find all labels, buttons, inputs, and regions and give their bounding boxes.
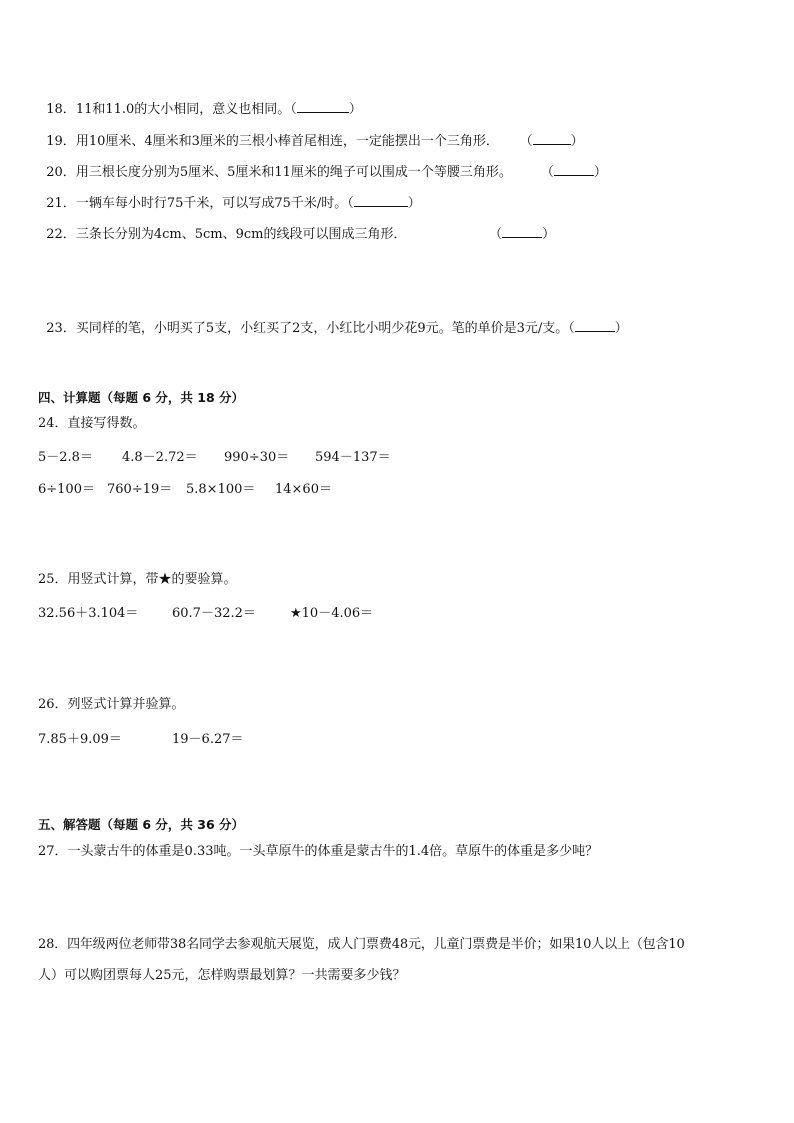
question-19: 19．用10厘米、4厘米和3厘米的三根小棒首尾相连，一定能摆出一个三角形． （ ） [46, 134, 584, 149]
question-text: 买同样的笔，小明买了5支，小红买了2支，小红比小明少花9元。笔的单价是3元/支。（ [75, 321, 575, 336]
calc-item: 5.8×100＝ [186, 482, 256, 497]
question-text: 用10厘米、4厘米和3厘米的三根小棒首尾相连，一定能摆出一个三角形． [75, 134, 499, 149]
question-21: 21．一辆车每小时行75千米，可以写成75千米/时。（ ） [46, 196, 421, 211]
question-number: 19． [46, 134, 76, 149]
calc-item: 990÷30＝ [224, 450, 290, 465]
calc-item: ★10－4.06＝ [290, 606, 374, 621]
calc-item: 760÷19＝ [107, 482, 173, 497]
question-text: 用三根长度分别为5厘米、5厘米和11厘米的绳子可以围成一个等腰三角形。 [75, 165, 512, 180]
answer-blank[interactable] [502, 225, 542, 238]
question-25-label: 25．用竖式计算，带★的要验算。 [38, 572, 237, 587]
question-number: 23． [46, 321, 76, 336]
question-20: 20．用三根长度分别为5厘米、5厘米和11厘米的绳子可以围成一个等腰三角形。 （ ） [46, 165, 607, 180]
answer-blank[interactable] [533, 132, 571, 145]
calc-item: 14×60＝ [275, 482, 332, 497]
section-5-title: 五、解答题（每题 6 分，共 36 分） [38, 817, 245, 832]
question-26-label: 26．列竖式计算并验算。 [38, 697, 185, 712]
answer-blank[interactable] [575, 319, 615, 332]
question-number: 22． [46, 227, 76, 242]
calc-item: 6÷100＝ [38, 482, 95, 497]
answer-blank[interactable] [554, 163, 594, 176]
question-24-label: 24．直接写得数。 [38, 416, 146, 431]
calc-item: 5－2.8＝ [38, 450, 93, 465]
section-4-title: 四、计算题（每题 6 分，共 18 分） [38, 390, 245, 405]
question-text: 11和11.0的大小相同，意义也相同。（ [75, 102, 297, 117]
question-18: 18．11和11.0的大小相同，意义也相同。（ ） [46, 102, 362, 117]
question-number: 20． [46, 165, 76, 180]
question-number: 18． [46, 102, 76, 117]
question-text: 三条长分别为4cm、5cm、9cm的线段可以围成三角形． [75, 227, 407, 242]
calc-item: 594－137＝ [315, 450, 391, 465]
answer-blank[interactable] [297, 100, 349, 113]
answer-blank[interactable] [354, 194, 408, 207]
question-27: 27．一头蒙古牛的体重是0.33吨。一头草原牛的体重是蒙古牛的1.4倍。草原牛的体重是多少吨？ [38, 844, 599, 859]
calc-item: 4.8－2.72＝ [122, 450, 198, 465]
calc-item: 19－6.27＝ [172, 732, 244, 747]
question-28-line-2: 人）可以购团票每人25元，怎样购票最划算？一共需要多少钱？ [38, 968, 406, 983]
question-23: 23．买同样的笔，小明买了5支，小红买了2支，小红比小明少花9元。笔的单价是3元/支。（ ） [46, 321, 628, 336]
calc-item: 32.56＋3.104＝ [38, 606, 139, 621]
calc-item: 7.85＋9.09＝ [38, 732, 122, 747]
question-28-line-1: 28．四年级两位老师带38名同学去参观航天展览，成人门票费48元，儿童门票费是半价；如果10人以上（包含10 [38, 937, 685, 952]
calc-item: 60.7－32.2＝ [172, 606, 256, 621]
question-text: 一辆车每小时行75千米，可以写成75千米/时。（ [75, 196, 354, 211]
question-22: 22．三条长分别为4cm、5cm、9cm的线段可以围成三角形． （ ） [46, 227, 556, 242]
question-number: 21． [46, 196, 76, 211]
